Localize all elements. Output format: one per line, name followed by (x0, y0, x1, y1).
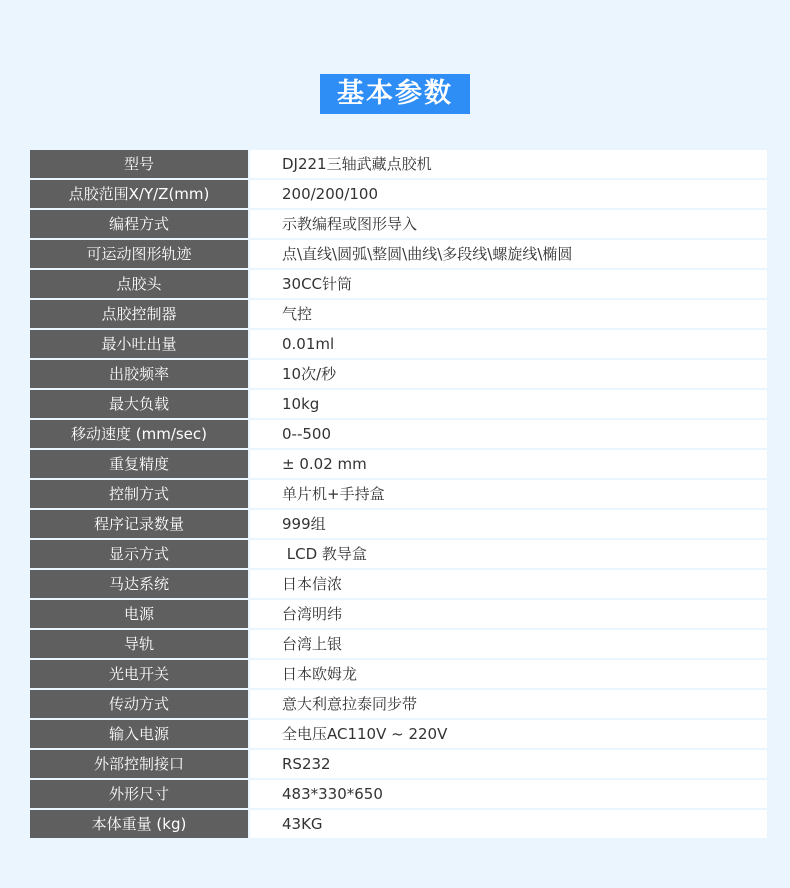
spec-value: 999组 (250, 510, 767, 538)
spec-value: 200/200/100 (250, 180, 767, 208)
spec-label: 移动速度 (mm/sec) (30, 420, 248, 448)
spec-label: 本体重量 (kg) (30, 810, 248, 838)
spec-label: 最小吐出量 (30, 330, 248, 358)
spec-label: 外形尺寸 (30, 780, 248, 808)
spec-value: 全电压AC110V ~ 220V (250, 720, 767, 748)
table-row (30, 720, 767, 748)
spec-value: 43KG (250, 810, 767, 838)
spec-value: 0--500 (250, 420, 767, 448)
spec-label: 电源 (30, 600, 248, 628)
spec-value: 点\直线\圆弧\整圆\曲线\多段线\螺旋线\椭圆 (250, 240, 767, 268)
spec-label: 点胶头 (30, 270, 248, 298)
spec-label: 点胶范围X/Y/Z(mm) (30, 180, 248, 208)
table-row (30, 690, 767, 718)
spec-label: 光电开关 (30, 660, 248, 688)
spec-label: 外部控制接口 (30, 750, 248, 778)
spec-value: RS232 (250, 750, 767, 778)
spec-value: 台湾上银 (250, 630, 767, 658)
spec-value: 气控 (250, 300, 767, 328)
spec-label: 重复精度 (30, 450, 248, 478)
table-row (30, 450, 767, 478)
spec-value: 0.01ml (250, 330, 767, 358)
table-row (30, 480, 767, 508)
spec-label: 导轨 (30, 630, 248, 658)
spec-value: 示教编程或图形导入 (250, 210, 767, 238)
page-title: 基本参数 (320, 74, 470, 114)
spec-label: 型号 (30, 150, 248, 178)
table-row (30, 180, 767, 208)
spec-value: 483*330*650 (250, 780, 767, 808)
spec-table (30, 150, 767, 840)
spec-label: 马达系统 (30, 570, 248, 598)
spec-value: 日本欧姆龙 (250, 660, 767, 688)
spec-label: 控制方式 (30, 480, 248, 508)
spec-value: 10kg (250, 390, 767, 418)
table-row (30, 750, 767, 778)
spec-label: 可运动图形轨迹 (30, 240, 248, 268)
table-row (30, 540, 767, 568)
spec-value: DJ221三轴武藏点胶机 (250, 150, 767, 178)
spec-value: 10次/秒 (250, 360, 767, 388)
table-row (30, 660, 767, 688)
table-row (30, 270, 767, 298)
table-row (30, 600, 767, 628)
table-row (30, 300, 767, 328)
table-row (30, 630, 767, 658)
spec-label: 出胶频率 (30, 360, 248, 388)
spec-label: 传动方式 (30, 690, 248, 718)
table-row (30, 810, 767, 838)
spec-value: 意大利意拉泰同步带 (250, 690, 767, 718)
spec-value: LCD 教导盒 (250, 540, 767, 568)
spec-value: 单片机+手持盒 (250, 480, 767, 508)
spec-label: 程序记录数量 (30, 510, 248, 538)
table-row (30, 150, 767, 178)
spec-label: 显示方式 (30, 540, 248, 568)
title-area (0, 74, 790, 114)
spec-value: 台湾明纬 (250, 600, 767, 628)
spec-label: 编程方式 (30, 210, 248, 238)
spec-value: 日本信浓 (250, 570, 767, 598)
table-row (30, 360, 767, 388)
table-row (30, 570, 767, 598)
table-row (30, 210, 767, 238)
table-row (30, 780, 767, 808)
spec-label: 最大负载 (30, 390, 248, 418)
table-row (30, 240, 767, 268)
table-row (30, 420, 767, 448)
table-row (30, 330, 767, 358)
table-row (30, 510, 767, 538)
spec-value: ± 0.02 mm (250, 450, 767, 478)
spec-value: 30CC针筒 (250, 270, 767, 298)
table-row (30, 390, 767, 418)
spec-label: 输入电源 (30, 720, 248, 748)
spec-label: 点胶控制器 (30, 300, 248, 328)
